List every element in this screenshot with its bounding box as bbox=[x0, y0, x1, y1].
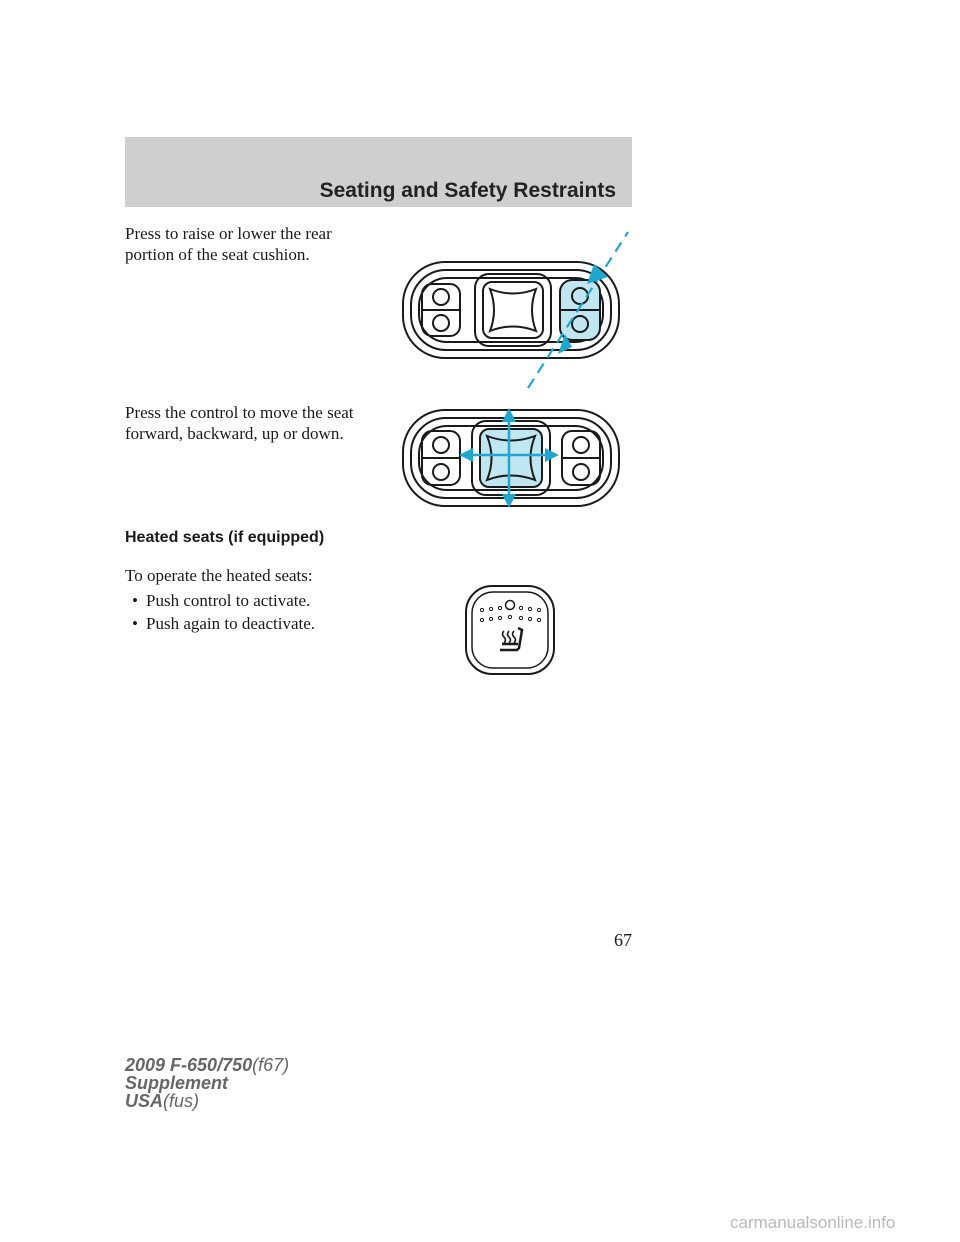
section-header-band bbox=[125, 137, 632, 207]
text-line: Press the control to move the seat bbox=[125, 403, 354, 422]
heated-seats-heading: Heated seats (if equipped) bbox=[125, 529, 325, 546]
seat-four-way-switch-icon bbox=[395, 404, 630, 512]
text-line: forward, backward, up or down. bbox=[125, 424, 344, 443]
section-title: Seating and Safety Restraints bbox=[319, 179, 616, 202]
page-number: 67 bbox=[614, 930, 632, 950]
footer-market: USA bbox=[125, 1091, 164, 1111]
document-footer bbox=[125, 1056, 289, 1110]
footer-model-code: (f67) bbox=[252, 1055, 290, 1075]
text-line: portion of the seat cushion. bbox=[125, 245, 310, 264]
watermark-link[interactable]: carmanualsonline.info bbox=[730, 1213, 896, 1232]
bullet-glyph: • bbox=[132, 614, 138, 633]
list-item bbox=[132, 589, 315, 612]
list-item bbox=[132, 612, 315, 635]
cushion-tilt-instructions bbox=[125, 223, 332, 265]
footer-market-code: (fus) bbox=[163, 1091, 200, 1111]
four-way-seat-instructions bbox=[125, 402, 354, 444]
text-line: Press to raise or lower the rear bbox=[125, 224, 332, 243]
heated-seats-steps bbox=[132, 589, 315, 635]
bullet-glyph: • bbox=[132, 591, 138, 610]
list-item-text: Push again to deactivate. bbox=[146, 614, 316, 633]
heated-seat-button-icon bbox=[464, 584, 560, 678]
heated-seats-intro: To operate the heated seats: bbox=[125, 566, 313, 585]
footer-supplement: Supplement bbox=[125, 1073, 229, 1093]
list-item-text: Push control to activate. bbox=[146, 591, 311, 610]
footer-model: 2009 F-650/750 bbox=[125, 1055, 253, 1075]
seat-cushion-tilt-switch-icon bbox=[395, 222, 640, 394]
